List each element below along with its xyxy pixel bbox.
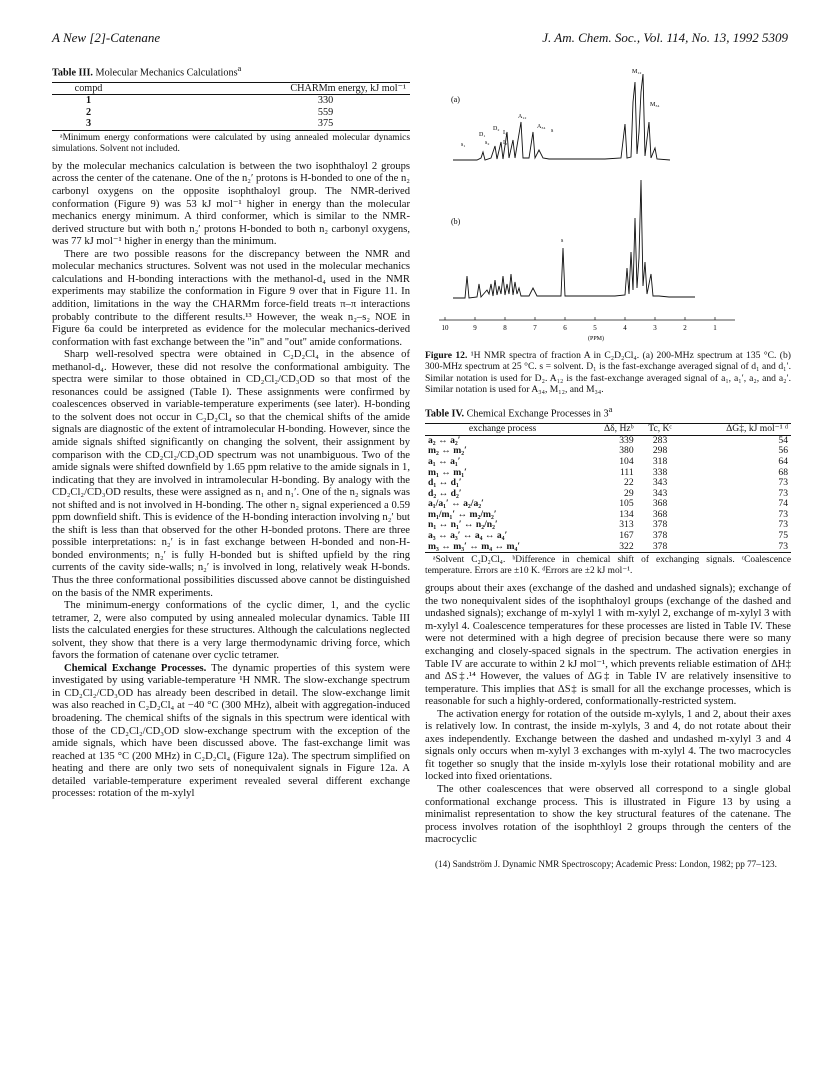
panel-b-label: (b) — [451, 217, 461, 226]
nmr-figure — [425, 62, 791, 346]
axis-tick-label: 10 — [441, 324, 449, 332]
table4-header: Δδ, Hzᵇ — [603, 423, 634, 435]
axis-tick-label: 4 — [623, 324, 627, 332]
table3 — [52, 82, 410, 131]
body-paragraph: by the molecular mechanics calculation is between the two isophthaloyl 2 groups across the center of the catenane. One of the n₂′ protons is H-bonded to one of the n₂ carbonyl oxygens on the opposite isophthaloyl group. The NMR-derived conformation (Figure 9) was 53 kJ mol⁻¹ higher in energy than the molecular mechanics energy minimum. A third conformer, which is similar to the NMR-derived structure but with both n₂′ protons H-bonded to both n₂ carbonyl oxygens, was 77 kJ mol⁻¹ higher in energy than the minimum. — [52, 160, 411, 248]
peak-label: s — [551, 128, 554, 134]
panel-a-label: (a) — [451, 95, 460, 104]
body-paragraph: Chemical Exchange Processes. The dynamic properties of this system were investigated by using variable-temperature ¹H NMR. The slow-exchange spectrum in CD₂Cl₂/CD₃OD has already been described in detail. The slow-exchange limit was also reached in C₂D₂Cl₄ at −40 °C (300 MHz), albeit with aggregation-induced broadening. The chemical shifts of the signals in this spectrum were identical with those of the CD₂Cl₂/CD₃OD slow-exchange spectrum with the exception of the amide signals, which have been discussed above. The fast-exchange limit was reached at 135 °C (200 MHz) in C₂D₂Cl₄ (Figure 12a). The spectrum simplified on heating and there are only two sets of nonequivalent signals in Figure 12a. A detailed variable-temperature experiment revealed several different exchange processes: rotation of the m-xylyl — [52, 662, 411, 800]
reference-footnote: (14) Sandström J. Dynamic NMR Spectroscopy; Academic Press: London, 1982; pp 77–123. — [435, 858, 777, 869]
table-row: n₁ ↔ n₁′ ↔ n₂/n₂′ 313 378 73 — [428, 519, 788, 531]
axis-tick-label: 3 — [653, 324, 657, 332]
table3-label: Table III. — [52, 67, 93, 79]
axis-tick-label: 7 — [533, 324, 537, 332]
table-row: a₃ ↔ a₃′ ↔ a₄ ↔ a₄′ 167 378 75 — [428, 530, 788, 542]
peak-label: I₁ — [503, 130, 508, 136]
peak-label: s — [561, 238, 564, 244]
table4-body — [425, 435, 791, 553]
peak-label: I₂ — [503, 140, 508, 146]
table4 — [425, 423, 791, 553]
table3-title: Molecular Mechanics Calculations — [95, 67, 238, 79]
table-row: d₁ ↔ d₁′ 22 343 73 — [428, 477, 788, 489]
table4-header: exchange process — [468, 423, 537, 435]
body-paragraph: Sharp well-resolved spectra were obtained in C₂D₂Cl₄ in the absence of methanol-d₄. However, these did not resolve the conformational ambiguity. The spectra were similar to those obtained in CD₂Cl₂/CD₃OD so that most of the resonances could be assigned (Table I). These assignments were confirmed by coalescences observed in variable-temperature experiments (see later). H-bonding to the solvent does not occur in C₂D₂Cl₄ so that the chemical shifts of the amide signals are diagnostic of the extent of intramolecular H-bonding. However, since the amide signals shifted significantly on changing the solvent, their assignment by comparison with the CD₂Cl₂/CD₃OD spectrum was not unambiguous. Two of the amide signals were shifted downfield by 1.65 ppm relative to the amide signals in 1, indicating that they are involved in intramolecular H-bonding. By analogy with the CD₂Cl₂/CD₃OD results, these were assigned as n₁ and n₁′. One of the n₂ signals was not shifted and is not involved in H-bonding. The other n₂ signal experienced a 0.59 ppm downfield shift. This is evidence of the H-bonding interaction involving n₂′ but the shift is less than that observed for the other H-bonded protons. There are three possible interpretations: n₂′ is in fast exchange between H-bonded and non-H-bonded environments; n₂′ is fully H-bonded but is shifted upfield by the ring currents of the cavity side-walls; n₂′ is involved in long, relatively weak H-bonds. Thus the three conformational possibilities discussed above cannot be distinguished on the basis of the NMR experiments. — [52, 349, 410, 599]
spectrum-b-trace — [453, 180, 695, 298]
body-paragraph: There are two possible reasons for the discrepancy between the NMR and molecular mechanics structures. Solvent was not used in the molecular mechanics calculations and H-bonding interactions with the methanol-d₄ used in the NMR experiments may stabilize the conformation in Figure 9 over that in Figure 11. In addition, limitations in the way the CHARMm force-field treats π–π interactions probably contribute to the different results.¹³ However, the weak n₂–s₂ NOE in Figure 6a could be interpreted as evidence for the molecular mechanics-derived conformation with fast exchange between the "in" and "out" amide conformations. — [52, 248, 410, 348]
table3-header: compd — [74, 82, 103, 94]
section-runin-heading: Chemical Exchange Processes. — [64, 662, 207, 674]
table-row: a₁/a₁′ ↔ a₂/a₂′ 105 368 74 — [428, 498, 788, 510]
table3-caption: Table III. Molecular Mechanics Calculations$^a$ — [52, 63, 242, 79]
table-row: m₁/m₁′ ↔ m₂/m₂′ 134 368 73 — [428, 508, 788, 520]
table-row: 2 559 — [86, 106, 334, 118]
table-row: d₂ ↔ d₂′ 29 343 73 — [428, 487, 788, 499]
header-title: A New [2]-Catenane — [52, 30, 161, 45]
table4-footnote: ᵃSolvent C₂D₂Cl₄. ᵇDifference in chemical shift of exchanging signals. ᶜCoalescence temperature. Errors are ±10 K. ᵈErrors are ±2 kJ mol⁻¹. — [425, 555, 791, 577]
table3-footnote: ᵃMinimum energy conformations were calculated by using annealed molecular dynamics simulations. Solvent not included. — [52, 132, 410, 154]
ppm-axis-ticks — [442, 317, 718, 342]
table-row: m₁ ↔ m₁′ 111 338 68 — [428, 466, 788, 478]
axis-tick-label: 1 — [713, 324, 717, 332]
left-column — [52, 62, 410, 801]
table4-header: ΔG‡, kJ mol⁻¹ ᵈ — [726, 423, 788, 435]
table-row: a₂ ↔ a₂′ 339 283 54 — [428, 434, 788, 446]
axis-tick-label: 8 — [503, 324, 507, 332]
axis-tick-label: 6 — [563, 324, 567, 332]
body-paragraph: The activation energy for rotation of the outside m-xylyls, 1 and 2, about their axes is relatively low. In contrast, the inside m-xylyls, 3 and 4, do not rotate about their axes independently. Exchange between the dashed and undashed m-xylyl 3 and 4 signals only occurs when m-xylyl 3 exchanges with m-xylyl 4. The two macrocycles fit together so snugly that the inside m-xylyls lose their rotational mobility and are locked into fixed orientations. — [425, 708, 791, 783]
table4-caption: Table IV. Chemical Exchange Processes in 3$^a$ — [425, 404, 613, 420]
axis-label: (PPM) — [587, 336, 605, 342]
figure12-label: Figure 12. — [425, 350, 468, 361]
peak-label: D₁ — [479, 132, 486, 138]
spectrum-a-trace — [453, 74, 670, 160]
peak-label: s₂ — [485, 140, 490, 146]
right-column — [425, 62, 791, 869]
peak-label: A₃₄ — [537, 124, 546, 130]
nmr-spectra-plot — [425, 62, 791, 346]
peak-label: M₃₄ — [650, 102, 660, 108]
table4-header: Tc, Kᶜ — [648, 423, 672, 435]
table-row: a₁ ↔ a₁′ 104 318 64 — [428, 455, 788, 467]
peak-label: A₁₂ — [518, 114, 527, 120]
axis-tick-label: 5 — [593, 324, 597, 332]
figure12-caption: Figure 12. ¹H NMR spectra of fraction A in C₂D₂Cl₄. (a) 200-MHz spectrum at 135 °C. (b) 300-MHz spectrum at 25 °C. s = solvent. D₁ is the fast-exchange averaged signal of d₁ and d₁′. Similar notation is used for D₂. A₁₂ is the fast-exchange averaged signal of a₁, a₁′, a₂, and a₂′. Similar notation is used for A₃₄, M₁₂, and M₃₄. — [425, 350, 791, 395]
body-paragraph: The other coalescences that were observed all correspond to a single global conformational exchange process. This is illustrated in Figure 13 by using a minimalist representation to show the key structural features of the catenane. The process involves rotation of the isophthloyl 2 groups through the centers of the macrocyclic — [425, 784, 791, 846]
peak-label: D₂ — [493, 126, 500, 132]
table4-title: Chemical Exchange Processes in 3 — [466, 408, 609, 420]
header-citation: J. Am. Chem. Soc., Vol. 114, No. 13, 1992 5309 — [542, 30, 788, 45]
table-row: m₃ ↔ m₃′ ↔ m₄ ↔ m₄′ 322 378 73 — [425, 542, 791, 553]
body-paragraph: groups about their axes (exchange of the dashed and undashed signals); exchange of the two nonequivalent sides of the isophthaloyl groups (exchange of the dashed and undashed signals); exchange of m-xylyl 1 with m-xylyl 2, exchange of m-xylyl 3 with m-xylyl 4. Coalescence temperatures for these processes are listed in Table IV. These were not determined with a high degree of precision because there were so many exchanging and closely-spaced signals in the spectrum. The activation energies in Table IV are accurate to within 2 kJ mol⁻¹, which prevents reliable estimation of ΔH‡ and ΔS‡.¹⁴ However, the values of ΔG‡ in Table IV are relatively insensitive to temperature. This implies that ΔS‡ is small for all the exchange processes, which is reasonable for such a highly-ordered, conformationally-restricted system. — [425, 583, 791, 708]
running-header — [52, 30, 788, 48]
axis-tick-label: 2 — [683, 324, 687, 332]
peak-label: s₁ — [461, 142, 466, 148]
body-paragraph: The minimum-energy conformations of the cyclic dimer, 1, and the cyclic tetramer, 2, were also computed by using annealed molecular dynamics. Table III lists the calculated energies for these structures. Although the calculations neglected solvent, they show that there is a very large thermodynamic driving force, which favors the formation of catenane over cyclic tetramer. — [52, 600, 410, 662]
table-row: 3 375 — [52, 118, 410, 130]
table3-header: CHARMm energy, kJ mol⁻¹ — [290, 82, 406, 94]
axis-tick-label: 9 — [473, 324, 477, 332]
peak-label: M₁₂ — [632, 69, 642, 75]
table-row: 1 330 — [86, 95, 334, 107]
table4-label: Table IV. — [425, 408, 465, 420]
table-row: m₂ ↔ m₂′ 380 298 56 — [428, 445, 788, 457]
